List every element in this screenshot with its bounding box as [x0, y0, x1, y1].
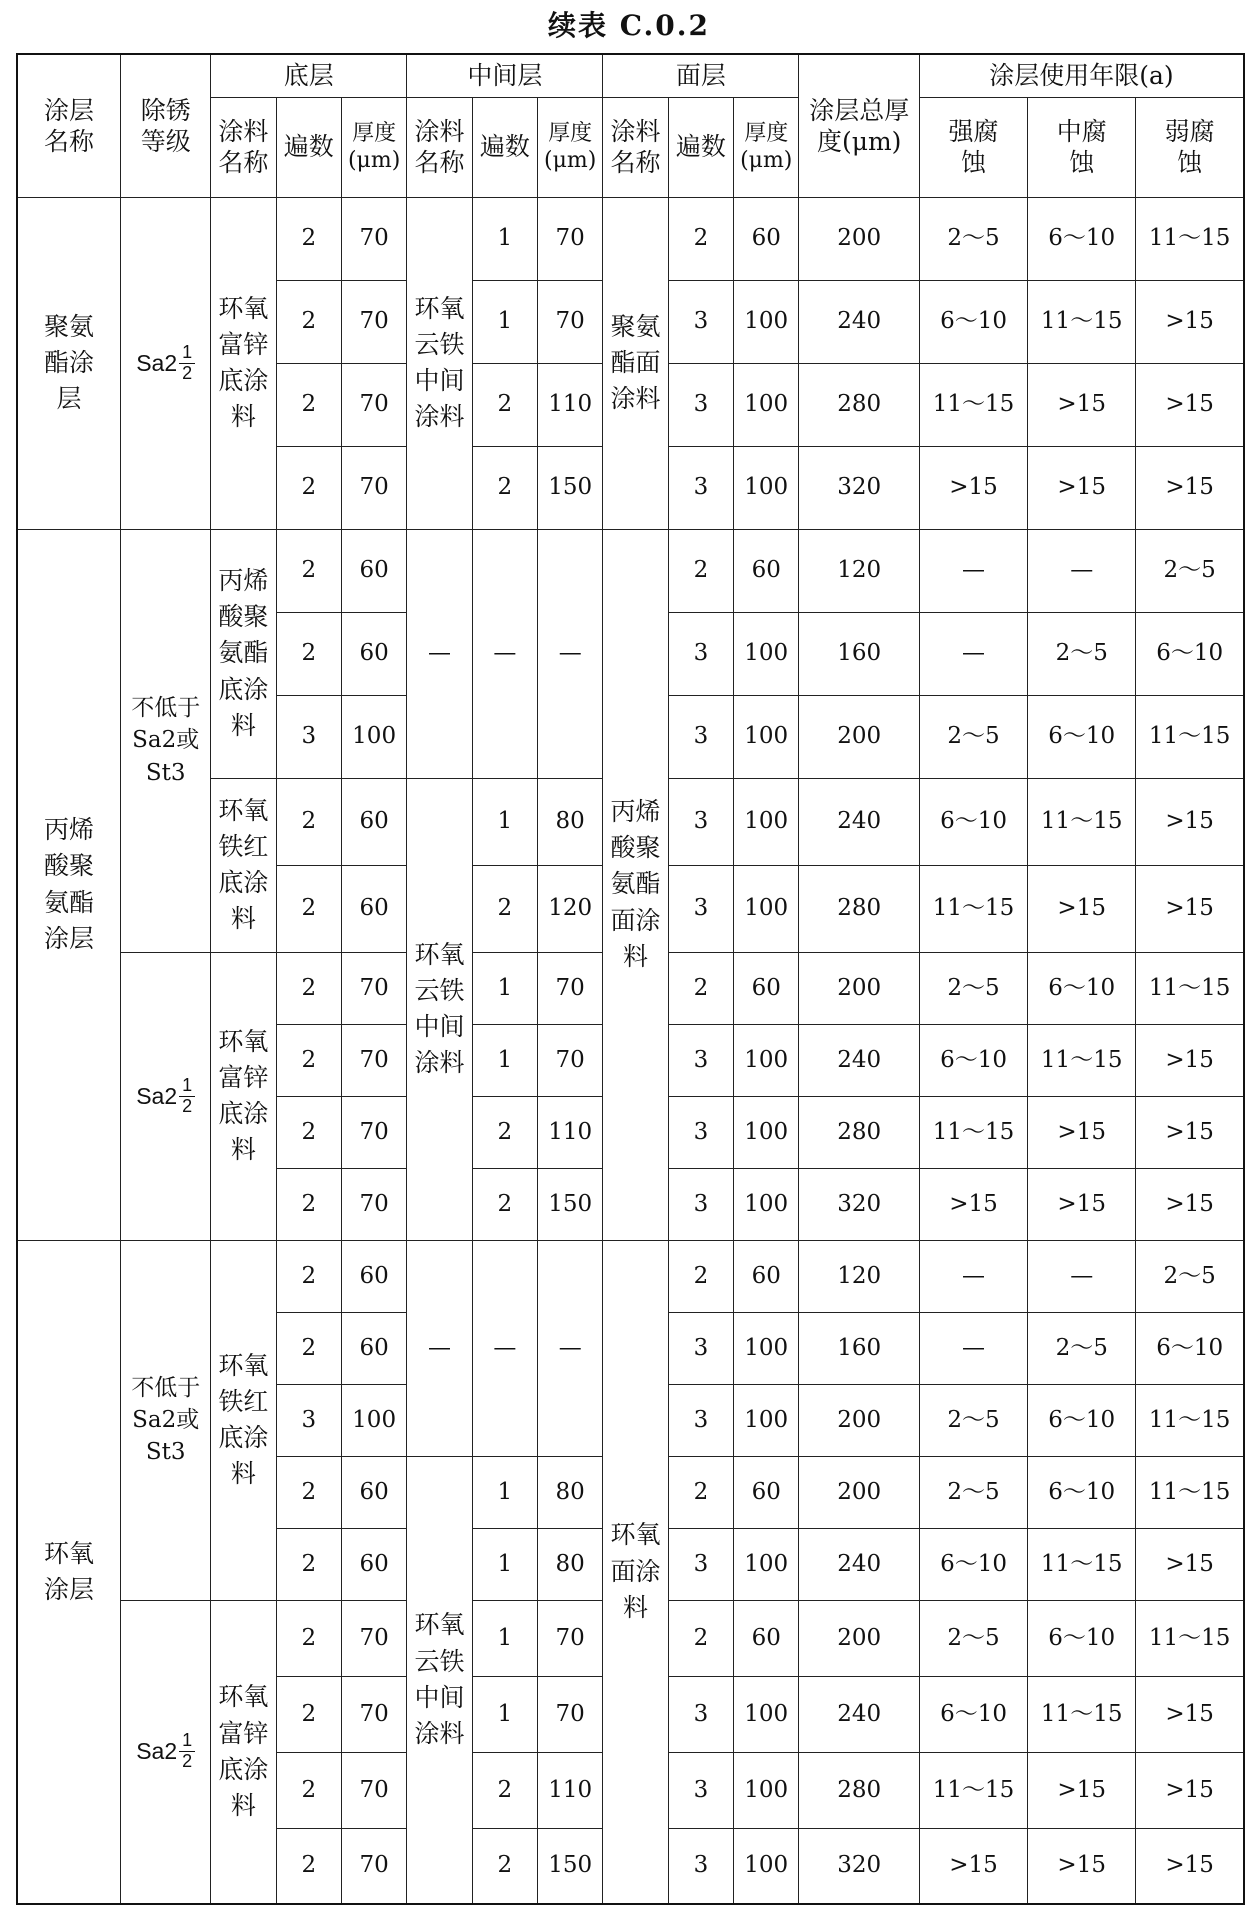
top-coats-cell: 3 — [668, 612, 733, 695]
rust-grade-cell — [121, 197, 211, 529]
life-weak-cell: 11～15 — [1136, 1384, 1244, 1456]
top-thickness-cell: 60 — [734, 952, 799, 1024]
life-strong-cell: 2～5 — [919, 1600, 1027, 1676]
header-top-layer: 面层 — [603, 54, 799, 97]
life-medium-cell: 11～15 — [1028, 1528, 1136, 1600]
header-coating-name-text: 涂层名称 — [44, 95, 95, 156]
total-thickness-cell: 200 — [799, 1384, 920, 1456]
base-thickness-cell: 70 — [341, 280, 406, 363]
mid-coats-cell: 2 — [472, 865, 537, 952]
coating-name-cell-text: 丙烯酸聚氨酯涂层 — [44, 815, 95, 953]
life-weak-cell: >15 — [1136, 1676, 1244, 1752]
life-medium-cell: 6～10 — [1028, 952, 1136, 1024]
mid-coats-cell: 2 — [472, 1752, 537, 1828]
mid-coats-cell: 1 — [472, 1024, 537, 1096]
base-thickness-cell: 70 — [341, 1752, 406, 1828]
top-thickness-cell: 100 — [734, 865, 799, 952]
base-coats-cell: 2 — [276, 1600, 341, 1676]
life-strong-cell: >15 — [919, 1168, 1027, 1240]
top-thickness-cell: 100 — [734, 1312, 799, 1384]
top-thickness-cell: 100 — [734, 446, 799, 529]
life-strong-cell: 2～5 — [919, 1456, 1027, 1528]
top-coats-cell: 2 — [668, 1240, 733, 1312]
life-weak-cell: >15 — [1136, 1024, 1244, 1096]
top-coats-cell: 3 — [668, 1024, 733, 1096]
coating-table — [16, 53, 1245, 1905]
base-coats-cell: 2 — [276, 1240, 341, 1312]
base-paint-name-cell — [211, 1240, 276, 1600]
life-medium-cell: >15 — [1028, 1096, 1136, 1168]
life-weak-cell: 6～10 — [1136, 612, 1244, 695]
base-paint-name-cell-text: 丙烯酸聚氨酯底涂料 — [218, 565, 269, 740]
table-row — [17, 529, 1244, 612]
mid-thickness-cell: 70 — [538, 1676, 603, 1752]
rust-grade-text: 不低于Sa2或St3 — [131, 1374, 201, 1466]
top-coats-cell: 3 — [668, 1384, 733, 1456]
header-mid-paint-name-text: 涂料名称 — [414, 116, 465, 177]
header-base-coats: 遍数 — [276, 97, 341, 197]
header-top-thickness-text: 厚度(μm) — [740, 120, 793, 173]
rust-grade-sa2-half: Sa2 $\frac{1}{2}$ — [136, 1076, 195, 1117]
life-weak-cell: 2～5 — [1136, 529, 1244, 612]
base-thickness-cell: 60 — [341, 778, 406, 865]
life-medium-cell: 11～15 — [1028, 280, 1136, 363]
header-total-thickness — [799, 54, 920, 197]
top-thickness-cell: 100 — [734, 1752, 799, 1828]
base-coats-cell: 2 — [276, 363, 341, 446]
life-weak-cell: >15 — [1136, 363, 1244, 446]
mid-coats-cell: 2 — [472, 1096, 537, 1168]
life-strong-cell: >15 — [919, 446, 1027, 529]
life-strong-cell: 6～10 — [919, 280, 1027, 363]
top-thickness-cell: 100 — [734, 612, 799, 695]
total-thickness-cell: 200 — [799, 197, 920, 280]
life-weak-cell: >15 — [1136, 1828, 1244, 1904]
table-row — [17, 1240, 1244, 1312]
life-medium-cell: >15 — [1028, 1752, 1136, 1828]
top-coats-cell: 3 — [668, 865, 733, 952]
top-thickness-cell: 100 — [734, 1528, 799, 1600]
base-coats-cell: 2 — [276, 1456, 341, 1528]
mid-paint-name-cell-text: 环氧云铁中间涂料 — [414, 1610, 465, 1748]
life-strong-cell: 6～10 — [919, 778, 1027, 865]
life-weak-cell: >15 — [1136, 1096, 1244, 1168]
life-medium-cell: >15 — [1028, 446, 1136, 529]
base-thickness-cell: 70 — [341, 1096, 406, 1168]
base-thickness-cell: 60 — [341, 1312, 406, 1384]
base-paint-name-cell-text: 环氧富锌底涂料 — [218, 1682, 269, 1820]
total-thickness-cell: 200 — [799, 952, 920, 1024]
base-coats-cell: 2 — [276, 280, 341, 363]
life-medium-cell: >15 — [1028, 363, 1136, 446]
life-medium-cell: — — [1028, 529, 1136, 612]
mid-thickness-cell: 70 — [538, 952, 603, 1024]
top-paint-name-cell-text: 环氧面涂料 — [610, 1520, 661, 1622]
life-medium-cell: 6～10 — [1028, 1384, 1136, 1456]
rust-grade-sa2-half: Sa2 $\frac{1}{2}$ — [136, 1731, 195, 1772]
header-mid-thickness-text: 厚度(μm) — [544, 120, 597, 173]
life-strong-cell: 2～5 — [919, 952, 1027, 1024]
mid-coats-cell: 2 — [472, 1828, 537, 1904]
life-weak-cell: 2～5 — [1136, 1240, 1244, 1312]
mid-thickness-cell: 70 — [538, 1600, 603, 1676]
total-thickness-cell: 240 — [799, 280, 920, 363]
life-strong-cell: 11～15 — [919, 865, 1027, 952]
coating-name-cell-text: 环氧涂层 — [44, 1538, 95, 1604]
top-coats-cell: 3 — [668, 1828, 733, 1904]
top-thickness-cell: 60 — [734, 197, 799, 280]
header-rust-grade-text: 除锈等级 — [140, 95, 191, 156]
table-row — [17, 197, 1244, 280]
life-strong-cell: 11～15 — [919, 1752, 1027, 1828]
base-paint-name-cell — [211, 197, 276, 529]
mid-coats-cell: 1 — [472, 1676, 537, 1752]
total-thickness-cell: 280 — [799, 1096, 920, 1168]
life-strong-cell: 6～10 — [919, 1676, 1027, 1752]
mid-coats-cell: 1 — [472, 1456, 537, 1528]
life-weak-cell: >15 — [1136, 1752, 1244, 1828]
top-paint-name-cell-text: 丙烯酸聚氨酯面涂料 — [610, 796, 661, 971]
mid-coats-cell: 1 — [472, 1528, 537, 1600]
top-coats-cell: 2 — [668, 1600, 733, 1676]
header-top-coats: 遍数 — [668, 97, 733, 197]
top-thickness-cell: 60 — [734, 1240, 799, 1312]
base-coats-cell: 2 — [276, 612, 341, 695]
base-thickness-cell: 70 — [341, 1024, 406, 1096]
mid-thickness-cell: 150 — [538, 1168, 603, 1240]
top-thickness-cell: 100 — [734, 1384, 799, 1456]
header-medium — [1028, 97, 1136, 197]
top-thickness-cell: 100 — [734, 1676, 799, 1752]
header-top-paint-name — [603, 97, 668, 197]
life-medium-cell: 6～10 — [1028, 695, 1136, 778]
top-coats-cell: 2 — [668, 197, 733, 280]
rust-grade-cell — [121, 529, 211, 952]
life-strong-cell: 6～10 — [919, 1528, 1027, 1600]
mid-coats-cell: 2 — [472, 1168, 537, 1240]
top-coats-cell: 3 — [668, 1676, 733, 1752]
base-coats-cell: 2 — [276, 1096, 341, 1168]
base-paint-name-cell — [211, 952, 276, 1240]
life-weak-cell: 11～15 — [1136, 695, 1244, 778]
life-medium-cell: — — [1028, 1240, 1136, 1312]
rust-grade-cell — [121, 1240, 211, 1600]
total-thickness-cell: 240 — [799, 1676, 920, 1752]
coating-name-cell-text: 聚氨酯涂层 — [44, 311, 95, 414]
life-medium-cell: 6～10 — [1028, 1600, 1136, 1676]
mid-thickness-cell: 70 — [538, 197, 603, 280]
top-paint-name-cell — [603, 197, 668, 529]
base-coats-cell: 2 — [276, 197, 341, 280]
life-strong-cell: 2～5 — [919, 695, 1027, 778]
base-coats-cell: 2 — [276, 446, 341, 529]
base-coats-cell: 3 — [276, 695, 341, 778]
top-thickness-cell: 60 — [734, 529, 799, 612]
life-medium-cell: 6～10 — [1028, 1456, 1136, 1528]
mid-coats-cell: — — [472, 1240, 537, 1456]
base-paint-name-cell-text: 环氧富锌底涂料 — [218, 1026, 269, 1165]
mid-thickness-cell: 80 — [538, 778, 603, 865]
life-strong-cell: — — [919, 1240, 1027, 1312]
life-weak-cell: 11～15 — [1136, 952, 1244, 1024]
mid-thickness-cell: — — [538, 1240, 603, 1456]
life-weak-cell: >15 — [1136, 280, 1244, 363]
base-thickness-cell: 60 — [341, 865, 406, 952]
total-thickness-cell: 120 — [799, 1240, 920, 1312]
base-thickness-cell: 70 — [341, 1828, 406, 1904]
top-thickness-cell: 100 — [734, 1024, 799, 1096]
top-coats-cell: 3 — [668, 1528, 733, 1600]
base-paint-name-cell-text: 环氧铁红底涂料 — [218, 795, 269, 934]
mid-thickness-cell: 120 — [538, 865, 603, 952]
header-base-thickness-text: 厚度(μm) — [347, 120, 401, 173]
coating-name-cell — [17, 197, 121, 529]
top-coats-cell: 3 — [668, 363, 733, 446]
header-weak — [1136, 97, 1244, 197]
life-strong-cell: 2～5 — [919, 197, 1027, 280]
life-medium-cell: >15 — [1028, 1828, 1136, 1904]
mid-coats-cell: 1 — [472, 778, 537, 865]
total-thickness-cell: 120 — [799, 529, 920, 612]
life-strong-cell: — — [919, 612, 1027, 695]
top-coats-cell: 2 — [668, 1456, 733, 1528]
coating-name-cell — [17, 1240, 121, 1904]
life-strong-cell: — — [919, 529, 1027, 612]
mid-thickness-cell: — — [538, 529, 603, 778]
base-thickness-cell: 100 — [341, 1384, 406, 1456]
mid-coats-cell: 1 — [472, 197, 537, 280]
header-mid-coats: 遍数 — [472, 97, 537, 197]
total-thickness-cell: 280 — [799, 865, 920, 952]
header-strong-text: 强腐蚀 — [948, 116, 999, 177]
life-weak-cell: 11～15 — [1136, 1456, 1244, 1528]
base-coats-cell: 2 — [276, 1528, 341, 1600]
table-title: 续表 C.0.2 — [547, 9, 710, 42]
mid-thickness-cell: 80 — [538, 1528, 603, 1600]
top-thickness-cell: 60 — [734, 1600, 799, 1676]
life-strong-cell: 11～15 — [919, 1096, 1027, 1168]
top-thickness-cell: 100 — [734, 363, 799, 446]
rust-grade-cell — [121, 1600, 211, 1904]
total-thickness-cell: 280 — [799, 363, 920, 446]
base-coats-cell: 3 — [276, 1384, 341, 1456]
mid-thickness-cell: 150 — [538, 446, 603, 529]
header-medium-text: 中腐蚀 — [1056, 116, 1107, 177]
mid-thickness-cell: 110 — [538, 1752, 603, 1828]
base-thickness-cell: 70 — [341, 952, 406, 1024]
top-coats-cell: 2 — [668, 952, 733, 1024]
mid-coats-cell: 1 — [472, 280, 537, 363]
life-strong-cell: 11～15 — [919, 363, 1027, 446]
base-paint-name-cell — [211, 529, 276, 778]
header-rust-grade — [121, 54, 211, 197]
life-strong-cell: 6～10 — [919, 1024, 1027, 1096]
life-medium-cell: 11～15 — [1028, 1676, 1136, 1752]
life-weak-cell: >15 — [1136, 865, 1244, 952]
life-medium-cell: >15 — [1028, 865, 1136, 952]
top-coats-cell: 3 — [668, 1096, 733, 1168]
top-coats-cell: 3 — [668, 778, 733, 865]
base-thickness-cell: 60 — [341, 1456, 406, 1528]
top-paint-name-cell — [603, 529, 668, 1240]
life-weak-cell: >15 — [1136, 1168, 1244, 1240]
life-medium-cell: 6～10 — [1028, 197, 1136, 280]
header-top-paint-name-text: 涂料名称 — [610, 116, 661, 177]
base-coats-cell: 2 — [276, 865, 341, 952]
life-weak-cell: 11～15 — [1136, 197, 1244, 280]
base-coats-cell: 2 — [276, 1676, 341, 1752]
base-thickness-cell: 70 — [341, 1600, 406, 1676]
top-thickness-cell: 100 — [734, 1828, 799, 1904]
base-coats-cell: 2 — [276, 778, 341, 865]
mid-paint-name-cell — [407, 1456, 472, 1904]
total-thickness-cell: 240 — [799, 1528, 920, 1600]
header-service-life: 涂层使用年限(a) — [919, 54, 1244, 97]
header-mid-layer: 中间层 — [407, 54, 603, 97]
base-thickness-cell: 60 — [341, 612, 406, 695]
total-thickness-cell: 160 — [799, 612, 920, 695]
life-strong-cell: >15 — [919, 1828, 1027, 1904]
top-thickness-cell: 100 — [734, 1168, 799, 1240]
life-medium-cell: 2～5 — [1028, 612, 1136, 695]
header-base-paint-name — [211, 97, 276, 197]
mid-paint-name-cell — [407, 197, 472, 529]
rust-grade-text: 不低于Sa2或St3 — [131, 695, 201, 786]
mid-coats-cell: 2 — [472, 446, 537, 529]
mid-thickness-cell: 80 — [538, 1456, 603, 1528]
top-coats-cell: 3 — [668, 446, 733, 529]
base-coats-cell: 2 — [276, 952, 341, 1024]
base-thickness-cell: 60 — [341, 529, 406, 612]
total-thickness-cell: 200 — [799, 695, 920, 778]
mid-coats-cell: — — [472, 529, 537, 778]
base-thickness-cell: 60 — [341, 1240, 406, 1312]
life-medium-cell: 2～5 — [1028, 1312, 1136, 1384]
top-coats-cell: 3 — [668, 1752, 733, 1828]
top-thickness-cell: 100 — [734, 280, 799, 363]
header-base-thickness — [341, 97, 406, 197]
rust-grade-cell — [121, 952, 211, 1240]
life-medium-cell: >15 — [1028, 1168, 1136, 1240]
total-thickness-cell: 280 — [799, 1752, 920, 1828]
life-medium-cell: 11～15 — [1028, 778, 1136, 865]
header-coating-name — [17, 54, 121, 197]
mid-thickness-cell: 110 — [538, 363, 603, 446]
top-paint-name-cell-text: 聚氨酯面涂料 — [610, 311, 661, 414]
header-weak-text: 弱腐蚀 — [1164, 116, 1215, 177]
top-paint-name-cell — [603, 1240, 668, 1904]
mid-paint-name-cell — [407, 778, 472, 1240]
top-coats-cell: 2 — [668, 529, 733, 612]
base-paint-name-cell — [211, 1600, 276, 1904]
mid-thickness-cell: 70 — [538, 280, 603, 363]
total-thickness-cell: 240 — [799, 1024, 920, 1096]
base-coats-cell: 2 — [276, 1828, 341, 1904]
mid-paint-name-cell: — — [407, 529, 472, 778]
life-weak-cell: >15 — [1136, 446, 1244, 529]
life-weak-cell: 6～10 — [1136, 1312, 1244, 1384]
base-coats-cell: 2 — [276, 1168, 341, 1240]
base-paint-name-cell-text: 环氧富锌底涂料 — [218, 293, 269, 432]
header-mid-thickness — [538, 97, 603, 197]
header-base-layer: 底层 — [211, 54, 407, 97]
base-thickness-cell: 70 — [341, 363, 406, 446]
base-thickness-cell: 70 — [341, 1676, 406, 1752]
header-strong — [919, 97, 1027, 197]
top-coats-cell: 3 — [668, 1312, 733, 1384]
life-weak-cell: >15 — [1136, 1528, 1244, 1600]
total-thickness-cell: 240 — [799, 778, 920, 865]
life-weak-cell: >15 — [1136, 778, 1244, 865]
top-thickness-cell: 100 — [734, 778, 799, 865]
life-weak-cell: 11～15 — [1136, 1600, 1244, 1676]
mid-paint-name-cell-text: 环氧云铁中间涂料 — [414, 939, 465, 1078]
header-total-thickness-text: 涂层总厚度(μm) — [809, 95, 910, 156]
top-thickness-cell: 100 — [734, 1096, 799, 1168]
mid-thickness-cell: 150 — [538, 1828, 603, 1904]
total-thickness-cell: 200 — [799, 1456, 920, 1528]
life-strong-cell: 2～5 — [919, 1384, 1027, 1456]
total-thickness-cell: 160 — [799, 1312, 920, 1384]
mid-coats-cell: 1 — [472, 952, 537, 1024]
total-thickness-cell: 200 — [799, 1600, 920, 1676]
top-coats-cell: 3 — [668, 1168, 733, 1240]
mid-thickness-cell: 110 — [538, 1096, 603, 1168]
total-thickness-cell: 320 — [799, 1828, 920, 1904]
header-base-paint-name-text: 涂料名称 — [218, 116, 269, 177]
life-medium-cell: 11～15 — [1028, 1024, 1136, 1096]
base-thickness-cell: 70 — [341, 446, 406, 529]
base-coats-cell: 2 — [276, 529, 341, 612]
base-thickness-cell: 70 — [341, 197, 406, 280]
header-mid-paint-name — [407, 97, 472, 197]
top-coats-cell: 3 — [668, 280, 733, 363]
base-thickness-cell: 100 — [341, 695, 406, 778]
top-thickness-cell: 60 — [734, 1456, 799, 1528]
coating-name-cell — [17, 529, 121, 1240]
mid-paint-name-cell: — — [407, 1240, 472, 1456]
mid-thickness-cell: 70 — [538, 1024, 603, 1096]
base-coats-cell: 2 — [276, 1024, 341, 1096]
life-strong-cell: — — [919, 1312, 1027, 1384]
rust-grade-sa2-half: Sa2 $\frac{1}{2}$ — [136, 343, 195, 384]
mid-coats-cell: 2 — [472, 363, 537, 446]
mid-paint-name-cell-text: 环氧云铁中间涂料 — [414, 293, 465, 432]
top-thickness-cell: 100 — [734, 695, 799, 778]
base-coats-cell: 2 — [276, 1312, 341, 1384]
base-coats-cell: 2 — [276, 1752, 341, 1828]
header-top-thickness — [734, 97, 799, 197]
total-thickness-cell: 320 — [799, 446, 920, 529]
base-paint-name-cell — [211, 778, 276, 952]
base-paint-name-cell-text: 环氧铁红底涂料 — [218, 1350, 269, 1489]
mid-coats-cell: 1 — [472, 1600, 537, 1676]
base-thickness-cell: 60 — [341, 1528, 406, 1600]
base-thickness-cell: 70 — [341, 1168, 406, 1240]
top-coats-cell: 3 — [668, 695, 733, 778]
total-thickness-cell: 320 — [799, 1168, 920, 1240]
